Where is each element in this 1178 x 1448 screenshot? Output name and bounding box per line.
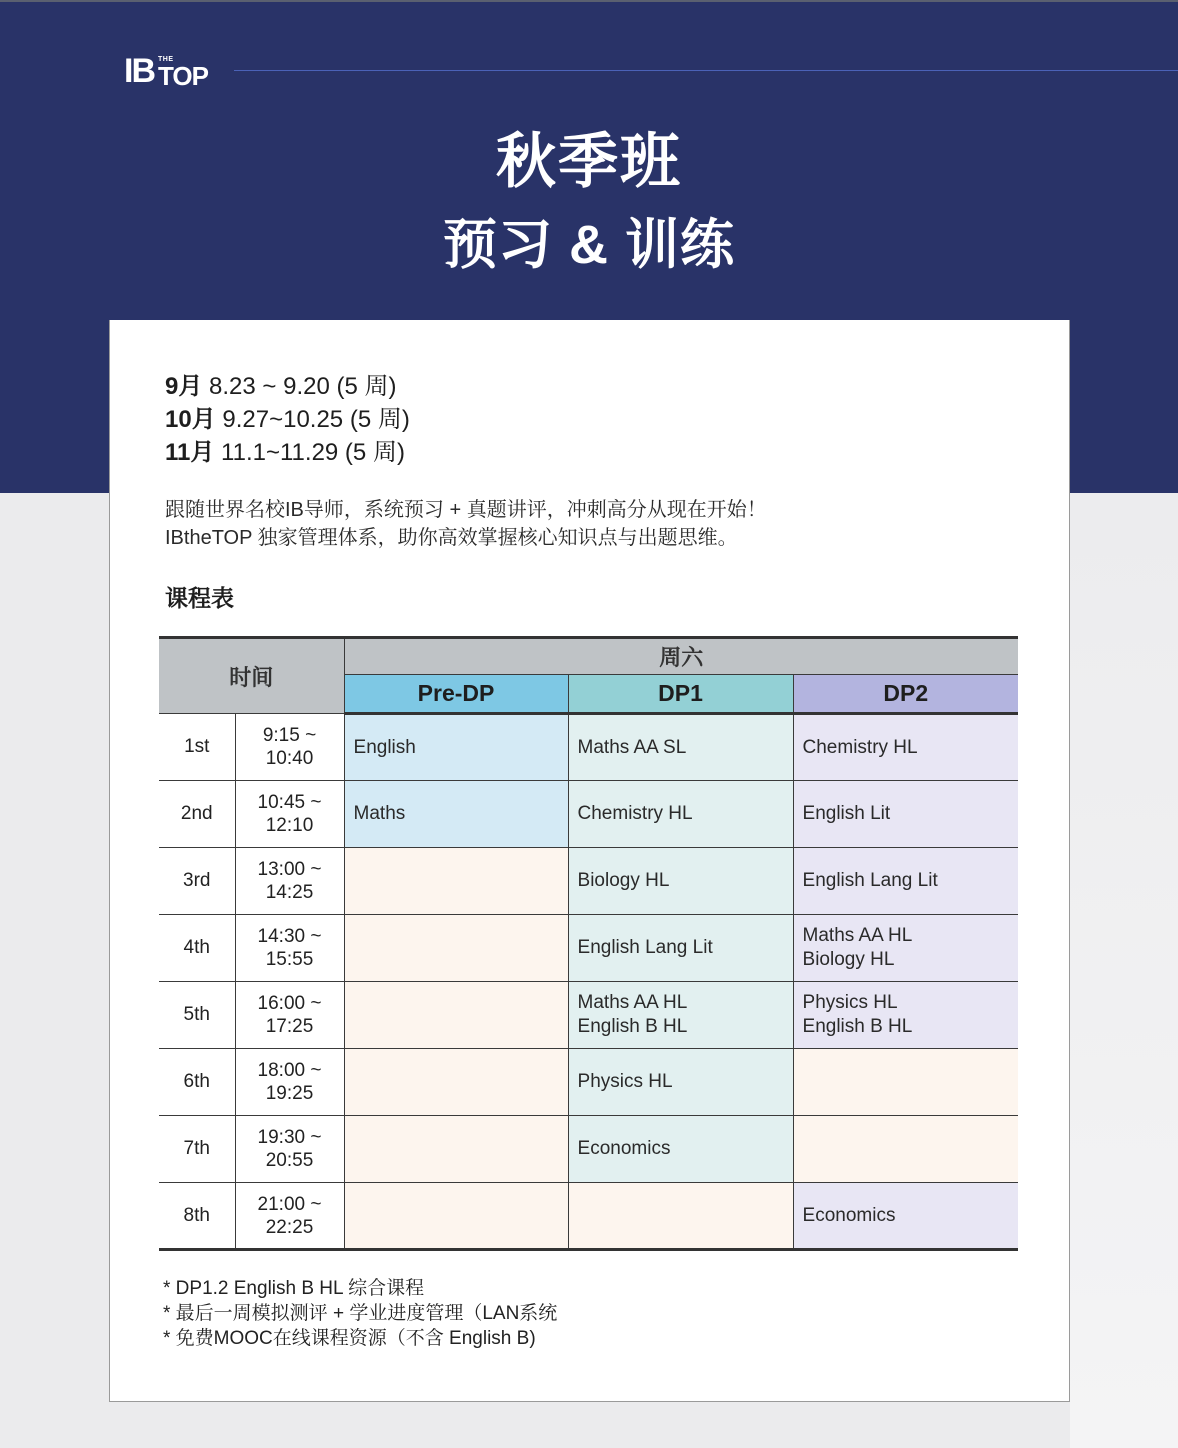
table-row [159,781,1018,848]
pre-dp-subject-cell [344,781,568,848]
time-end: 22:25 [265,1216,314,1238]
cell-text: English Lit [802,803,891,824]
dp1-subject-cell [568,1049,793,1116]
date-range: 11.1~11.29 (5 周) [214,439,405,466]
dp1-subject-cell [568,982,793,1049]
date-range: 9.27~10.25 (5 周) [215,406,410,433]
time-header: 时间 [159,638,344,714]
time-start: 18:00 ~ [257,1060,322,1081]
intro-line: 跟随世界名校IB导师，系统预习 + 真题讲评，冲刺高分从现在开始！ [165,499,767,521]
time-end: 10:40 [265,748,314,769]
dp2-subject-cell [793,915,1018,982]
schedule-table [159,636,1018,1251]
cell-text: 6th [183,1071,210,1092]
dp1-subject-cell [568,1183,793,1250]
time-start: 10:45 ~ [257,792,322,813]
page-title: 秋季班 [496,128,682,195]
cell-text: 4th [183,937,210,958]
pre-dp-subject-cell [344,1183,568,1250]
time-cell [235,1183,344,1250]
ibthetop-logo [124,52,208,91]
time-start: 14:30 ~ [257,926,322,947]
cell-text: Economics [577,1138,671,1159]
period-cell [159,781,235,848]
level-header-pre-dp: Pre-DP [344,675,568,714]
time-end: 12:10 [265,815,314,836]
period-cell [159,714,235,781]
dp1-subject-cell [568,848,793,915]
time-start: 21:00 ~ [257,1193,322,1215]
level-header-dp1: DP1 [568,675,793,714]
cell-text: Economics [802,1204,896,1226]
footnote: * 免费MOOC在线课程资源（不含 English B) [163,1328,536,1349]
date-range: 8.23 ~ 9.20 (5 周) [202,373,397,400]
cell-text: Maths [353,803,406,824]
time-cell [235,1116,344,1183]
time-end: 15:55 [265,949,314,970]
background-shade [1070,493,1178,1448]
table-row [159,1116,1018,1183]
logo-ib-text: IB [124,52,154,90]
pre-dp-subject-cell [344,1116,568,1183]
pre-dp-subject-cell [344,982,568,1049]
table-row [159,982,1018,1049]
date-ranges [165,370,410,469]
schedule-title: 课程表 [165,585,234,611]
cell-text: English [353,736,416,758]
time-cell [235,915,344,982]
time-cell [235,714,344,781]
cell-text: Physics HL [577,1071,673,1092]
cell-text: Maths AA SL [577,736,687,758]
date-line-nov [165,436,410,469]
cell-text: English Lang Lit [802,870,938,891]
cell-text: Maths AA HL [577,992,688,1013]
month-label: 10月 [165,406,216,433]
dp2-subject-cell [793,848,1018,915]
cell-text: Maths AA HL [802,925,913,946]
month-label: 9月 [165,373,203,400]
dp1-subject-cell [568,714,793,781]
dp1-subject-cell [568,1116,793,1183]
time-end: 20:55 [265,1150,314,1171]
dp2-subject-cell [793,714,1018,781]
day-header: 周六 [344,638,1018,675]
time-start: 13:00 ~ [257,859,322,880]
page-subtitle: 预习 & 训练 [442,215,735,275]
table-row [159,1183,1018,1250]
cell-text: English Lang Lit [577,937,713,958]
dp1-subject-cell [568,915,793,982]
time-start: 19:30 ~ [257,1127,322,1148]
footnote: * 最后一周模拟测评 + 学业进度管理（LAN系统 [163,1303,558,1324]
time-cell [235,781,344,848]
period-cell [159,1116,235,1183]
period-cell [159,1049,235,1116]
table-row [159,915,1018,982]
table-row [159,848,1018,915]
pre-dp-subject-cell [344,714,568,781]
time-cell [235,1049,344,1116]
time-end: 17:25 [265,1016,314,1037]
dp2-subject-cell [793,1049,1018,1116]
date-line-oct [165,403,410,436]
cell-text: Chemistry HL [577,803,693,824]
footnotes [163,1276,557,1351]
cell-text: 3rd [183,870,211,891]
dp1-subject-cell [568,781,793,848]
time-end: 19:25 [265,1083,314,1104]
period-cell [159,1183,235,1250]
cell-text: English B HL [577,1016,688,1037]
logo-top-text: TOP [158,61,208,91]
footnote: * DP1.2 English B HL 综合课程 [163,1278,425,1299]
logo-the-text: THE [158,56,174,63]
time-start: 9:15 ~ [262,725,317,746]
pre-dp-subject-cell [344,1049,568,1116]
period-cell [159,848,235,915]
intro-text [165,496,767,552]
time-cell [235,848,344,915]
period-cell [159,982,235,1049]
cell-text: Physics HL [802,992,898,1013]
time-start: 16:00 ~ [257,993,322,1014]
dp2-subject-cell [793,982,1018,1049]
dp2-subject-cell [793,1183,1018,1250]
dp2-subject-cell [793,1116,1018,1183]
time-end: 14:25 [265,882,314,903]
cell-text: 2nd [180,803,213,824]
table-row [159,714,1018,781]
intro-line: IBtheTOP 独家管理体系，助你高效掌握核心知识点与出题思维。 [165,527,738,549]
cell-text: Chemistry HL [802,736,918,758]
cell-text: 8th [183,1204,210,1226]
dp2-subject-cell [793,781,1018,848]
table-row [159,1049,1018,1116]
cell-text: 7th [183,1138,210,1159]
cell-text: English B HL [802,1016,913,1037]
pre-dp-subject-cell [344,848,568,915]
cell-text: Biology HL [802,949,895,970]
time-cell [235,982,344,1049]
schedule-card [109,320,1070,1402]
level-header-dp2: DP2 [793,675,1018,714]
month-label: 11月 [165,439,215,466]
pre-dp-subject-cell [344,915,568,982]
period-cell [159,915,235,982]
cell-text: 5th [183,1004,210,1025]
cell-text: Biology HL [577,870,670,891]
cell-text: 1st [184,736,210,757]
date-line-sep [165,370,410,403]
header-divider [234,70,1178,71]
